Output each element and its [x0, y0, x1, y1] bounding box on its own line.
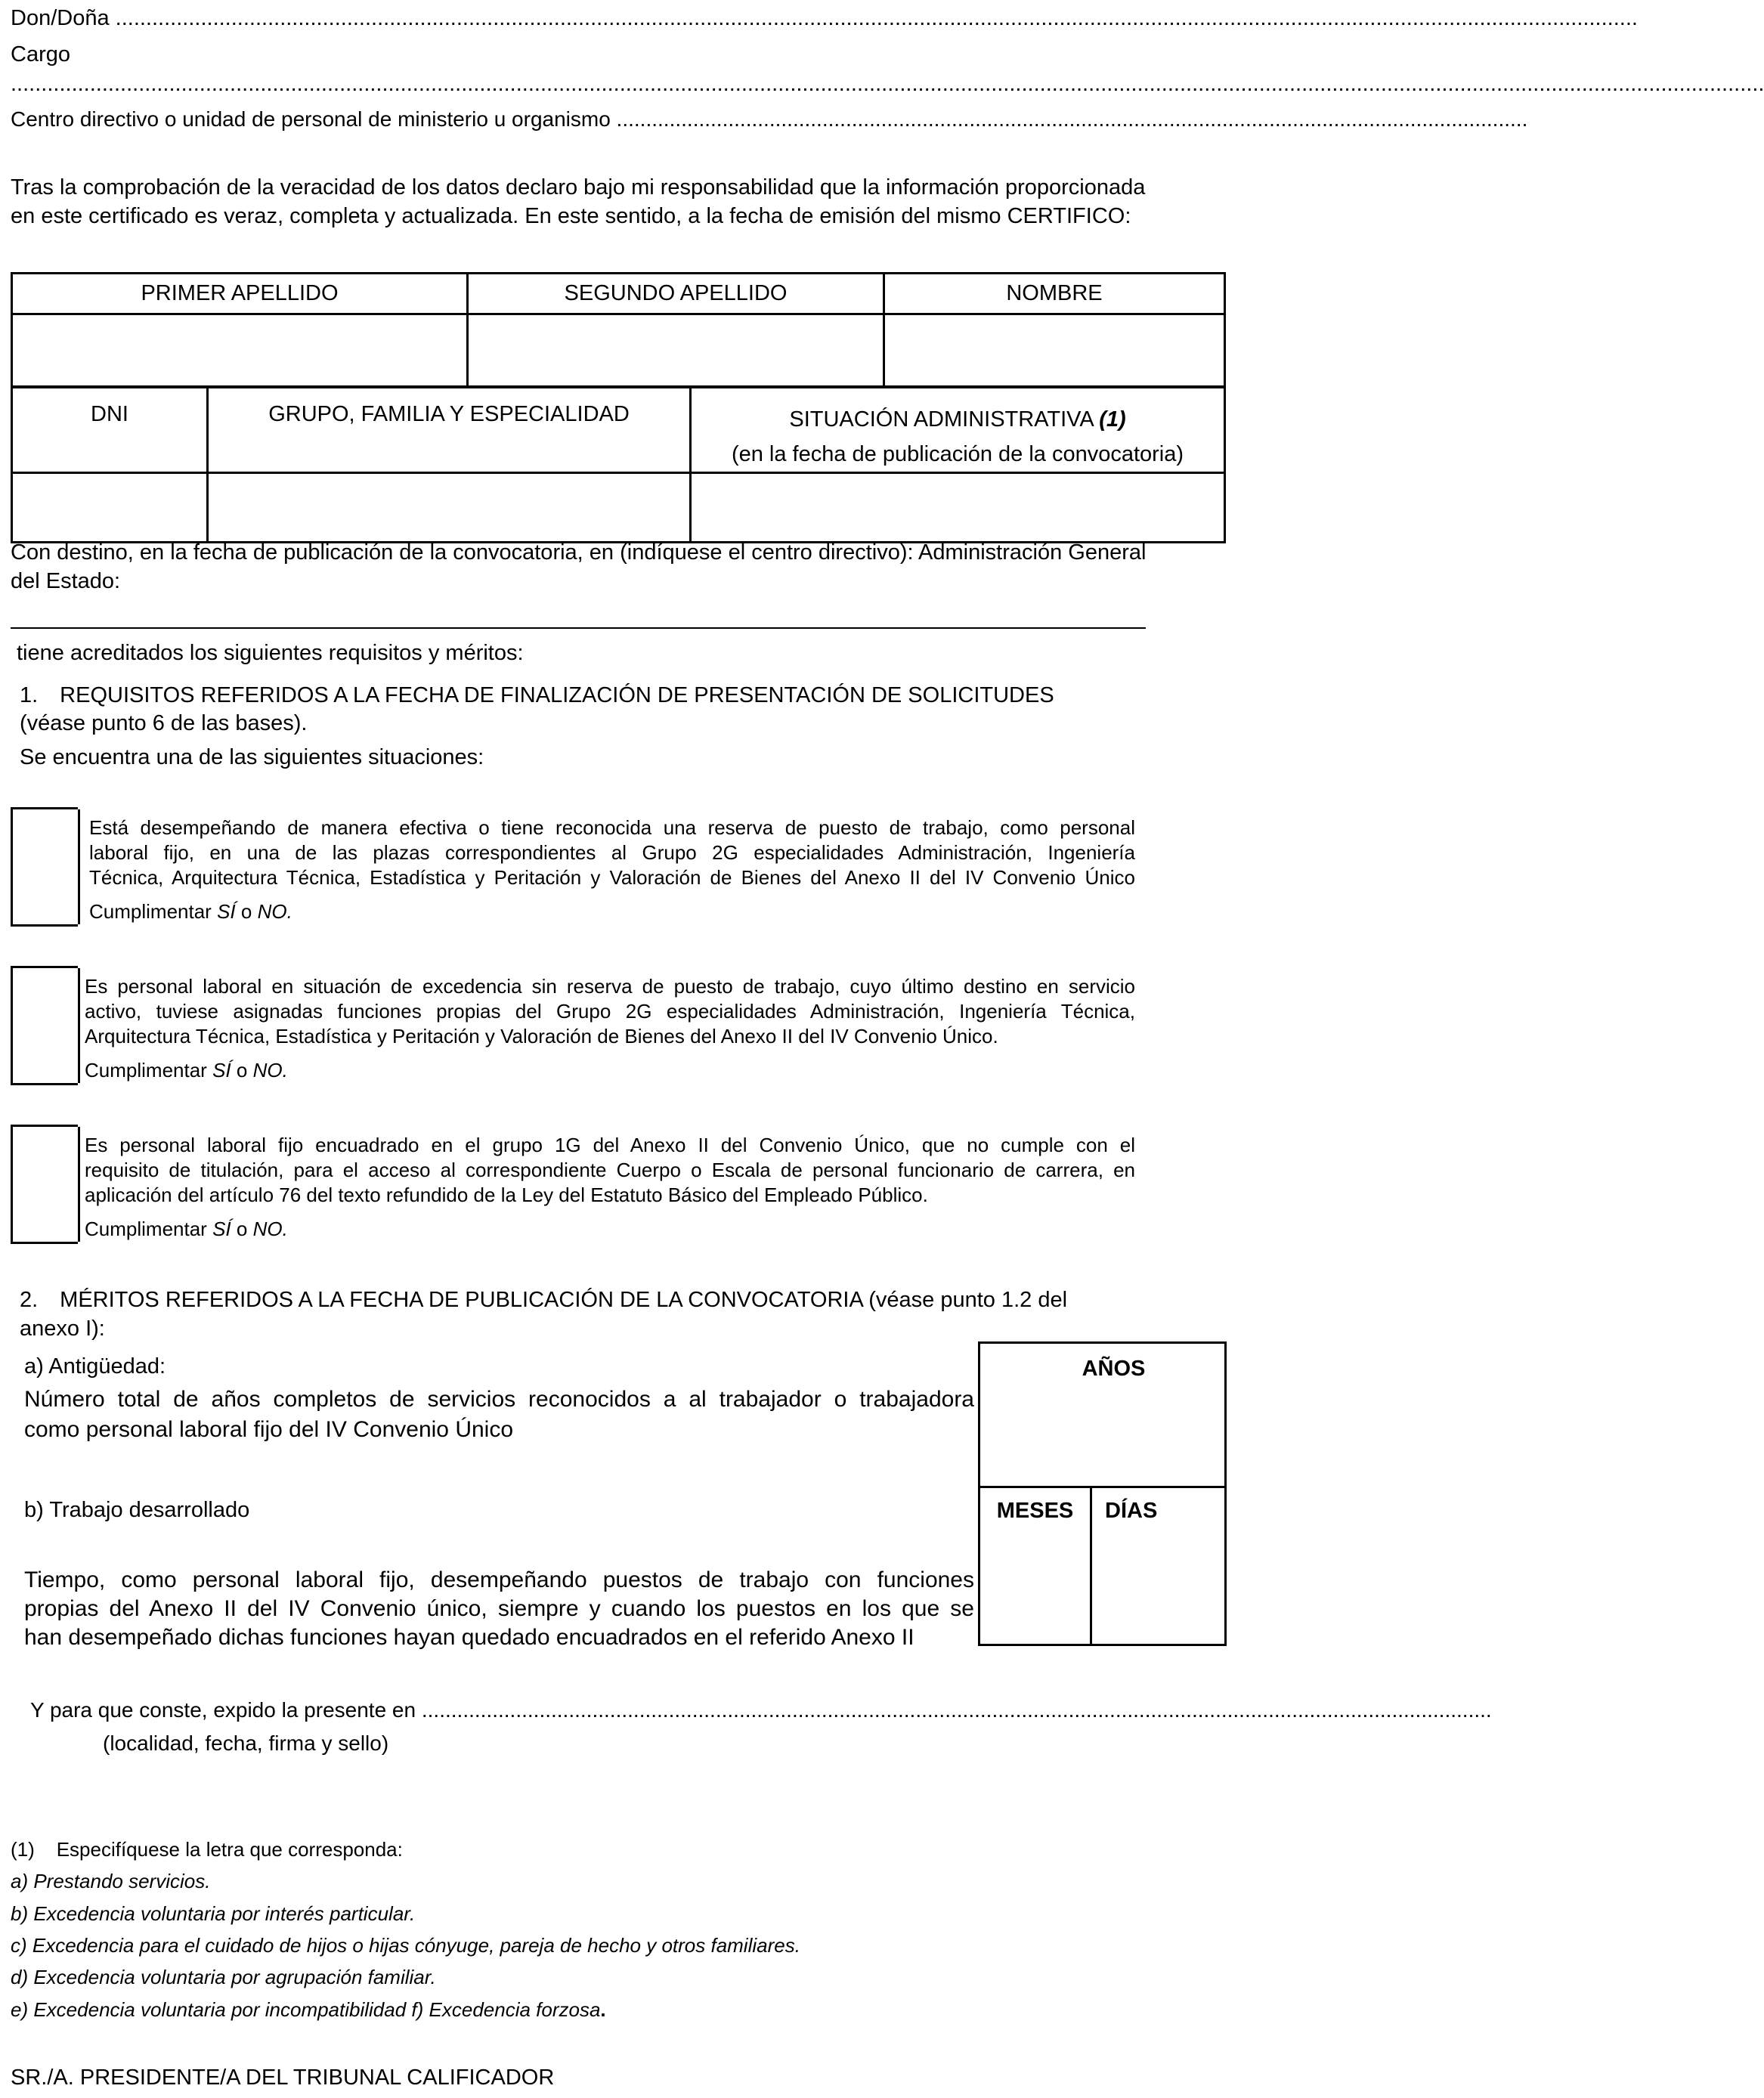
trabajo-line-3: han desempeñado dichas funciones hayan quedado encuadrados en el referido Anexo II	[24, 1625, 914, 1650]
segundo-apellido-header: SEGUNDO APELLIDO	[468, 274, 884, 314]
note-option-e-f-end: .	[600, 1998, 606, 2021]
localidad-hint: (localidad, fecha, firma y sello)	[103, 1731, 389, 1755]
primer-apellido-input[interactable]	[12, 314, 468, 387]
nombre-input[interactable]	[884, 314, 1225, 387]
meritos-title-1: 2. MÉRITOS REFERIDOS A LA FECHA DE PUBLICACIÓN DE LA CONVOCATORIA (véase punto 1.2 del	[20, 1288, 1068, 1312]
antiguedad-text	[24, 1385, 974, 1445]
note-1-ref: (1)	[11, 1838, 35, 1861]
datos-personales-table	[11, 272, 1226, 388]
cumplimentar-label: Cumplimentar	[85, 1218, 207, 1240]
meritos-title-2: anexo I):	[20, 1317, 105, 1341]
destino-line-1: Con destino, en la fecha de publicación de la convocatoria, en (indíquese el centro directivo): Administración General	[11, 540, 1147, 565]
dni-input[interactable]	[12, 473, 208, 543]
note-option-b: b) Excedencia voluntaria por interés particular.	[11, 1902, 416, 1925]
no-label: NO.	[252, 1218, 288, 1240]
requisitos-title-2: (véase punto 6 de las bases).	[20, 711, 308, 735]
tribunal-addressee: SR./A. PRESIDENTE/A DEL TRIBUNAL CALIFICADOR	[11, 2066, 555, 2090]
situacion-note-ref: (1)	[1099, 407, 1126, 432]
cargo-field[interactable]	[11, 72, 1764, 97]
no-label: NO.	[252, 1059, 288, 1081]
o-label: o	[236, 1059, 248, 1081]
option-3-cumplimentar	[85, 1219, 288, 1239]
destino-underline[interactable]	[11, 627, 1146, 629]
si-label: SÍ	[217, 900, 236, 923]
situacion-sub-label: (en la fecha de publicación de la convocatoria)	[731, 442, 1184, 466]
option-2-line-1: Es personal laboral en situación de excedencia sin reserva de puesto de trabajo, cuyo último destino en servicio	[85, 975, 1135, 998]
note-1	[11, 1840, 403, 1859]
note-option-e-f	[11, 2000, 606, 2019]
dias-label: DÍAS	[1105, 1499, 1158, 1523]
antiguedad-label: a) Antigüedad:	[24, 1354, 166, 1379]
option-1-line-2: laboral fijo, en una de las plazas correspondientes al Grupo 2G especialidades Administración, Ingeniería	[89, 841, 1135, 864]
dias-input[interactable]	[1092, 1524, 1224, 1644]
note-option-d: d) Excedencia voluntaria por agrupación familiar.	[11, 1966, 436, 1988]
anos-box[interactable]	[978, 1341, 1227, 1488]
centro-directivo-label: Centro directivo o unidad de personal de ministerio u organismo	[11, 107, 611, 131]
meses-dias-box	[978, 1486, 1227, 1646]
meses-input[interactable]	[980, 1524, 1090, 1644]
option-2-text	[85, 974, 1135, 1049]
dot-leader: ...........................................................................................................................................................	[610, 107, 1528, 131]
requisitos-title-1: 1. REQUISITOS REFERIDOS A LA FECHA DE FINALIZACIÓN DE PRESENTACIÓN DE SOLICITUDES	[20, 683, 1054, 707]
si-label: SÍ	[212, 1218, 231, 1240]
dot-leader: ..........................................................................................................................................................................................................................................................	[109, 6, 1638, 30]
trabajo-text	[24, 1566, 974, 1652]
option-3-line-3: aplicación del artículo 76 del texto refundido de la Ley del Estatuto Básico del Empleado Público.	[85, 1184, 928, 1206]
option-2-cumplimentar	[85, 1060, 288, 1080]
dot-leader: ......................................................................................................................................................................................	[416, 1698, 1492, 1722]
trabajo-desarrollado-label: b) Trabajo desarrollado	[24, 1498, 250, 1522]
cargo-label: Cargo	[11, 42, 70, 67]
trabajo-line-1: Tiempo, como personal laboral fijo, desempeñando puestos de trabajo con funciones	[24, 1567, 974, 1592]
intro-line-1: Tras la comprobación de la veracidad de los datos declaro bajo mi responsabilidad que la información proporcionada	[11, 175, 1146, 200]
option-2-line-2: activo, tuviese asignadas funciones propias del Grupo 2G especialidades Administración, Ingeniería Técnica,	[85, 1000, 1135, 1023]
note-option-a: a) Prestando servicios.	[11, 1870, 211, 1892]
option-3-checkbox[interactable]	[11, 1125, 78, 1244]
note-1-text: Especifíquese la letra que corresponda:	[56, 1838, 403, 1861]
intro-line-2: en este certificado es veraz, completa y actualizada. En este sentido, a la fecha de emisión del mismo CERTIFICO:	[11, 204, 1131, 228]
situacion-label: SITUACIÓN ADMINISTRATIVA	[789, 407, 1094, 432]
o-label: o	[240, 900, 252, 923]
antiguedad-line-2: como personal laboral fijo del IV Convenio Único	[24, 1417, 514, 1442]
option-1-checkbox[interactable]	[11, 807, 78, 927]
cumplimentar-label: Cumplimentar	[85, 1059, 207, 1081]
anos-label: AÑOS	[1082, 1357, 1146, 1381]
expido-field[interactable]	[30, 1698, 1492, 1722]
option-3-line-2: requisito de titulación, para el acceso al correspondiente Cuerpo o Escala de personal funcionario de carrera, en	[85, 1159, 1135, 1181]
don-dona-field[interactable]	[11, 6, 1638, 31]
nombre-header: NOMBRE	[884, 274, 1225, 314]
note-option-c: c) Excedencia para el cuidado de hijos o hijas cónyuge, pareja de hecho y otros familiares.	[11, 1934, 800, 1957]
option-3-text	[85, 1133, 1135, 1208]
situacion-administrativa-input[interactable]	[691, 473, 1225, 543]
meses-label: MESES	[996, 1499, 1074, 1523]
si-label: SÍ	[212, 1059, 231, 1081]
grupo-familia-input[interactable]	[208, 473, 691, 543]
grupo-familia-header: GRUPO, FAMILIA Y ESPECIALIDAD	[208, 388, 691, 473]
antiguedad-line-1: Número total de años completos de servicios reconocidos a al trabajador o trabajadora	[24, 1387, 974, 1412]
situacion-administrativa-header	[691, 388, 1225, 473]
centro-directivo-field[interactable]	[11, 107, 1528, 132]
option-1-line-1: Está desempeñando de manera efectiva o tiene reconocida una reserva de puesto de trabajo, como personal	[89, 816, 1135, 839]
dot-leader: ................................................................................................................................................................................................................................................................................................	[11, 72, 1764, 96]
option-1-line-3: Técnica, Arquitectura Técnica, Estadística y Peritación y Valoración de Bienes del Anexo II del IV Convenio Único	[89, 866, 1135, 889]
option-2-line-3: Arquitectura Técnica, Estadística y Peritación y Valoración de Bienes del Anexo II del IV Convenio Único.	[85, 1025, 998, 1047]
don-dona-label: Don/Doña	[11, 6, 110, 30]
note-option-e-f-text: e) Excedencia voluntaria por incompatibilidad f) Excedencia forzosa	[11, 1998, 601, 2021]
option-1-cumplimentar	[89, 902, 292, 921]
cumplimentar-label: Cumplimentar	[89, 900, 212, 923]
situaciones-label: Se encuentra una de las siguientes situaciones:	[20, 745, 484, 769]
primer-apellido-header: PRIMER APELLIDO	[12, 274, 468, 314]
dni-header: DNI	[12, 388, 208, 473]
option-1-text	[89, 815, 1135, 890]
datos-administrativos-table	[11, 386, 1226, 543]
o-label: o	[236, 1218, 248, 1240]
no-label: NO.	[257, 900, 292, 923]
destino-line-2: del Estado:	[11, 569, 121, 593]
expido-label: Y para que conste, expido la presente en	[30, 1698, 416, 1722]
option-2-checkbox[interactable]	[11, 966, 78, 1085]
requisitos-intro: tiene acreditados los siguientes requisitos y méritos:	[17, 641, 524, 665]
trabajo-line-2: propias del Anexo II del IV Convenio único, siempre y cuando los puestos en los que se	[24, 1596, 974, 1621]
segundo-apellido-input[interactable]	[468, 314, 884, 387]
option-3-line-1: Es personal laboral fijo encuadrado en el grupo 1G del Anexo II del Convenio Único, que no cumple con el	[85, 1134, 1135, 1156]
